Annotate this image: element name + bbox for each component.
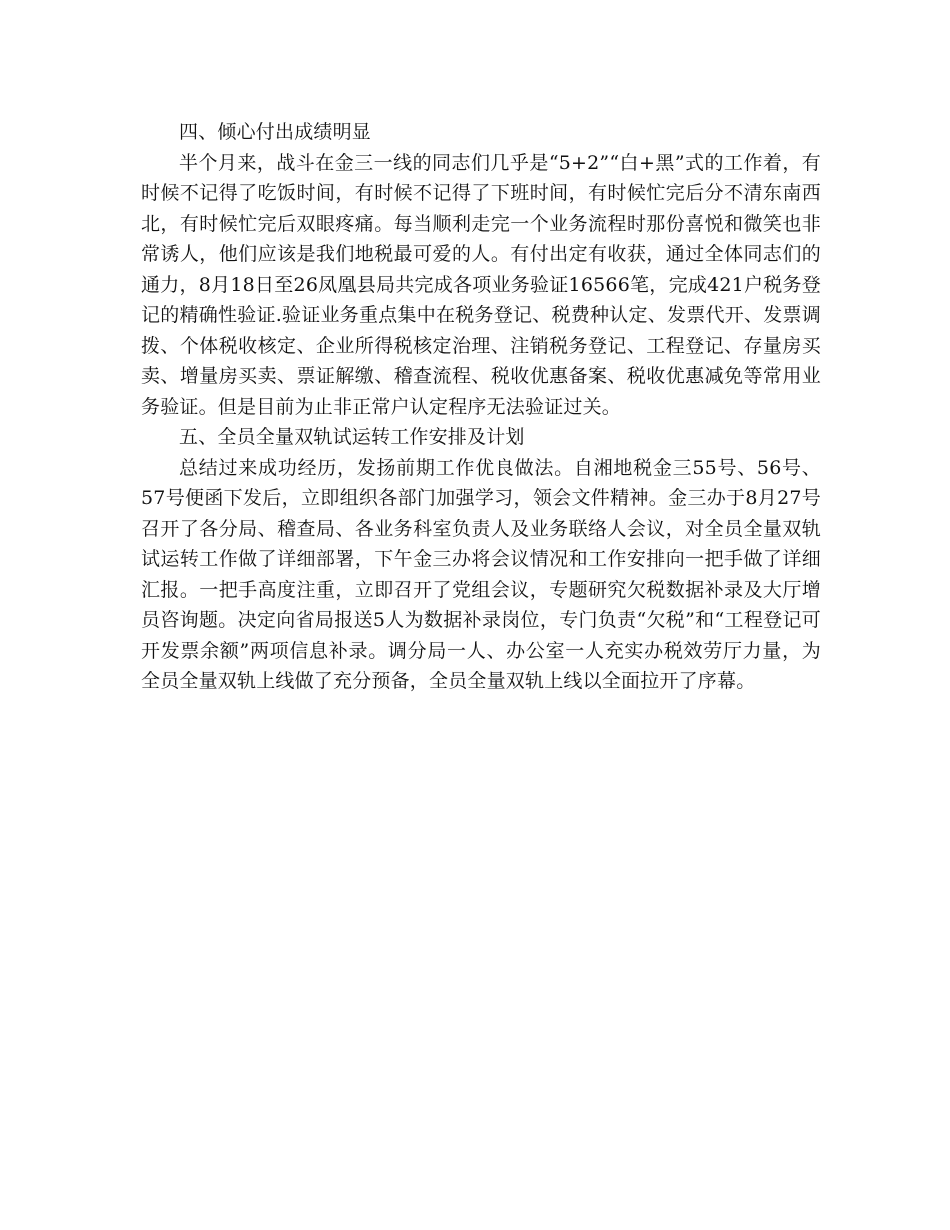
section-heading-4: 四、倾心付出成绩明显	[179, 121, 372, 143]
section-paragraph-5: 总结过来成功经历，发扬前期工作优良做法。自湘地税金三55号、56号、57号便函下发后，立即组织各部门加强学习，领会文件精神。金三办于8月27号召开了各分局、稽查局、各业务科室负责人及业务联络人会议，对全员全量双轨试运转工作做了详细部署，下午金三办将会议情况和工作安排向一把手做了详细汇报。一把手高度注重，立即召开了党组会议，专题研究欠税数据补录及大厅增员咨询题。决定向省局报送5人为数据补录岗位，专门负责“欠税”和“工程登记可开发票余额”两项信息补录。调分局一人、办公室一人充实办税效劳厅力量，为全员全量双轨上线做了充分预备，全员全量双轨上线以全面拉开了序幕。	[141, 456, 822, 692]
document-body	[141, 117, 821, 697]
section-heading-5: 五、全员全量双轨试运转工作安排及计划	[179, 426, 525, 448]
section-paragraph-4: 半个月来，战斗在金三一线的同志们几乎是“5+2”“白+黑”式的工作着，有时候不记得了吃饭时间，有时候不记得了下班时间，有时候忙完后分不清东南西北，有时候忙完后双眼疼痛。每当顺利走完一个业务流程时那份喜悦和微笑也非常诱人，他们应该是我们地税最可爱的人。有付出定有收获，通过全体同志们的通力，8月18日至26凤凰县局共完成各项业务验证16566笔，完成421户税务登记的精确性验证.验证业务重点集中在税务登记、税费种认定、发票代开、发票调拨、个体税收核定、企业所得税核定治理、注销税务登记、工程登记、存量房买卖、增量房买卖、票证解缴、稽查流程、税收优惠备案、税收优惠减免等常用业务验证。但是目前为止非正常户认定程序无法验证过关。	[141, 151, 821, 418]
